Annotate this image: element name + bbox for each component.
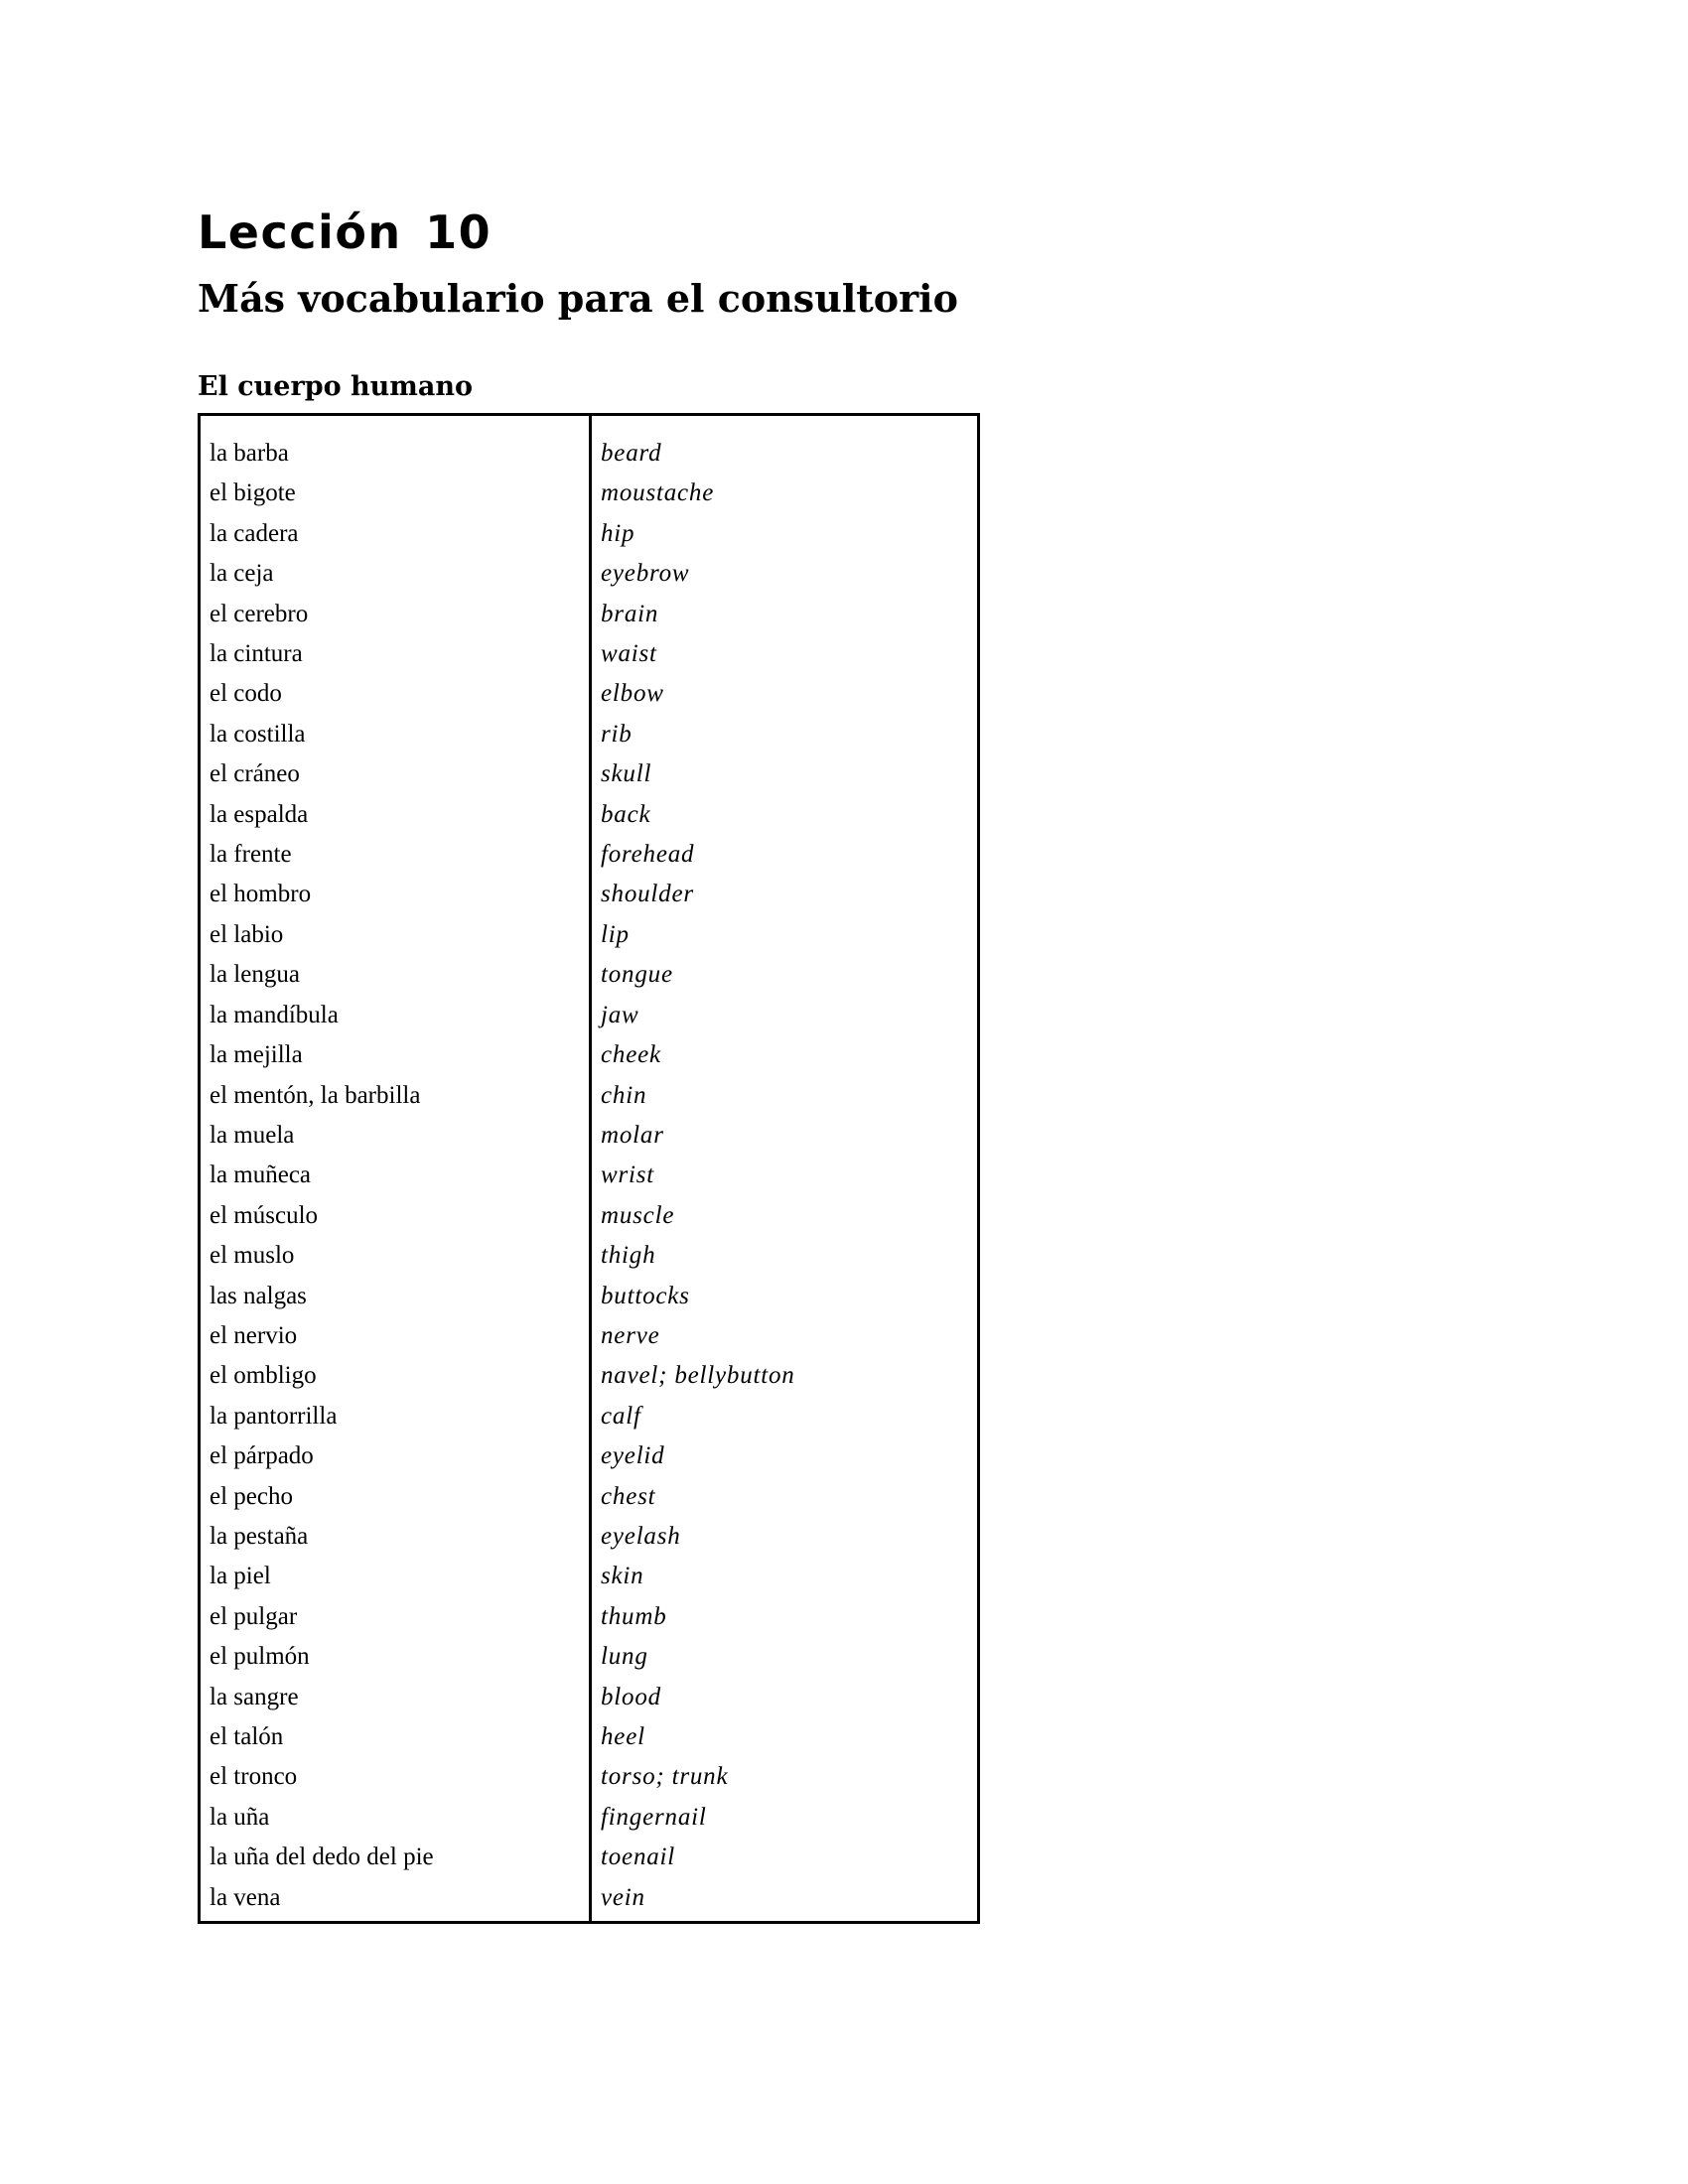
spanish-term: la uña <box>210 1803 270 1831</box>
spanish-term: la frente <box>210 841 292 869</box>
spanish-term: la costilla <box>210 720 306 748</box>
english-translation: elbow <box>601 680 664 708</box>
english-translation: heel <box>601 1723 645 1750</box>
english-column <box>601 434 795 1918</box>
spanish-term: la mejilla <box>210 1041 303 1069</box>
english-translation: wrist <box>601 1161 655 1189</box>
vocabulary-table <box>198 413 980 1924</box>
english-translation: skin <box>601 1563 644 1590</box>
spanish-term: el cráneo <box>210 760 300 788</box>
english-translation: muscle <box>601 1201 675 1229</box>
english-translation: rib <box>601 720 633 748</box>
english-translation: eyebrow <box>601 560 690 588</box>
spanish-term: la espalda <box>210 800 309 828</box>
spanish-term: el bigote <box>210 479 296 507</box>
english-translation: thumb <box>601 1602 667 1630</box>
spanish-term: la cadera <box>210 519 299 547</box>
spanish-term: la piel <box>210 1563 271 1590</box>
english-translation: hip <box>601 519 635 547</box>
english-translation: navel; bellybutton <box>601 1362 795 1390</box>
lesson-title: Lección 10 <box>198 205 492 259</box>
spanish-term: el párpado <box>210 1442 314 1470</box>
section-title: El cuerpo humano <box>198 371 473 402</box>
spanish-term: la mandíbula <box>210 1001 339 1028</box>
spanish-term: la ceja <box>210 560 274 588</box>
english-translation: chest <box>601 1482 656 1510</box>
english-translation: buttocks <box>601 1282 690 1309</box>
spanish-term: el músculo <box>210 1201 319 1229</box>
spanish-term: la pestaña <box>210 1522 309 1550</box>
spanish-term: el pulgar <box>210 1602 298 1630</box>
english-translation: chin <box>601 1081 647 1109</box>
english-translation: lung <box>601 1643 648 1671</box>
spanish-term: la muñeca <box>210 1161 312 1189</box>
english-translation: torso; trunk <box>601 1763 729 1791</box>
spanish-term: las nalgas <box>210 1282 307 1309</box>
spanish-column <box>210 434 434 1918</box>
spanish-term: el ombligo <box>210 1362 317 1390</box>
spanish-term: la pantorrilla <box>210 1402 338 1430</box>
spanish-term: la barba <box>210 440 289 467</box>
spanish-term: el cerebro <box>210 600 309 627</box>
english-translation: skull <box>601 760 652 788</box>
english-translation: eyelash <box>601 1522 681 1550</box>
english-translation: nerve <box>601 1321 660 1349</box>
spanish-term: la sangre <box>210 1683 299 1710</box>
english-translation: brain <box>601 600 659 627</box>
page-subtitle: Más vocabulario para el consultorio <box>198 276 958 321</box>
spanish-term: el pulmón <box>210 1643 310 1671</box>
english-translation: lip <box>601 920 630 948</box>
spanish-term: el pecho <box>210 1482 293 1510</box>
english-translation: beard <box>601 440 662 467</box>
spanish-term: la lengua <box>210 961 300 989</box>
spanish-term: la vena <box>210 1883 281 1911</box>
english-translation: jaw <box>601 1001 639 1028</box>
spanish-term: el nervio <box>210 1321 298 1349</box>
spanish-term: la cintura <box>210 640 303 668</box>
english-translation: back <box>601 800 651 828</box>
english-translation: toenail <box>601 1843 676 1871</box>
english-translation: forehead <box>601 841 695 869</box>
english-translation: tongue <box>601 961 673 989</box>
english-translation: calf <box>601 1402 641 1430</box>
english-translation: molar <box>601 1121 664 1149</box>
spanish-term: la muela <box>210 1121 295 1149</box>
spanish-term: el codo <box>210 680 282 708</box>
english-translation: eyelid <box>601 1442 665 1470</box>
spanish-term: el labio <box>210 920 284 948</box>
english-translation: thigh <box>601 1242 656 1270</box>
spanish-term: el muslo <box>210 1242 295 1270</box>
spanish-term: el hombro <box>210 881 312 908</box>
spanish-term: la uña del dedo del pie <box>210 1843 434 1871</box>
english-translation: waist <box>601 640 657 668</box>
spanish-term: el tronco <box>210 1763 298 1791</box>
spanish-term: el mentón, la barbilla <box>210 1081 421 1109</box>
english-translation: moustache <box>601 479 715 507</box>
english-translation: cheek <box>601 1041 661 1069</box>
english-translation: fingernail <box>601 1803 707 1831</box>
english-translation: blood <box>601 1683 661 1710</box>
english-translation: shoulder <box>601 881 694 908</box>
english-translation: vein <box>601 1883 645 1911</box>
spanish-term: el talón <box>210 1723 284 1750</box>
column-divider <box>589 416 592 1921</box>
